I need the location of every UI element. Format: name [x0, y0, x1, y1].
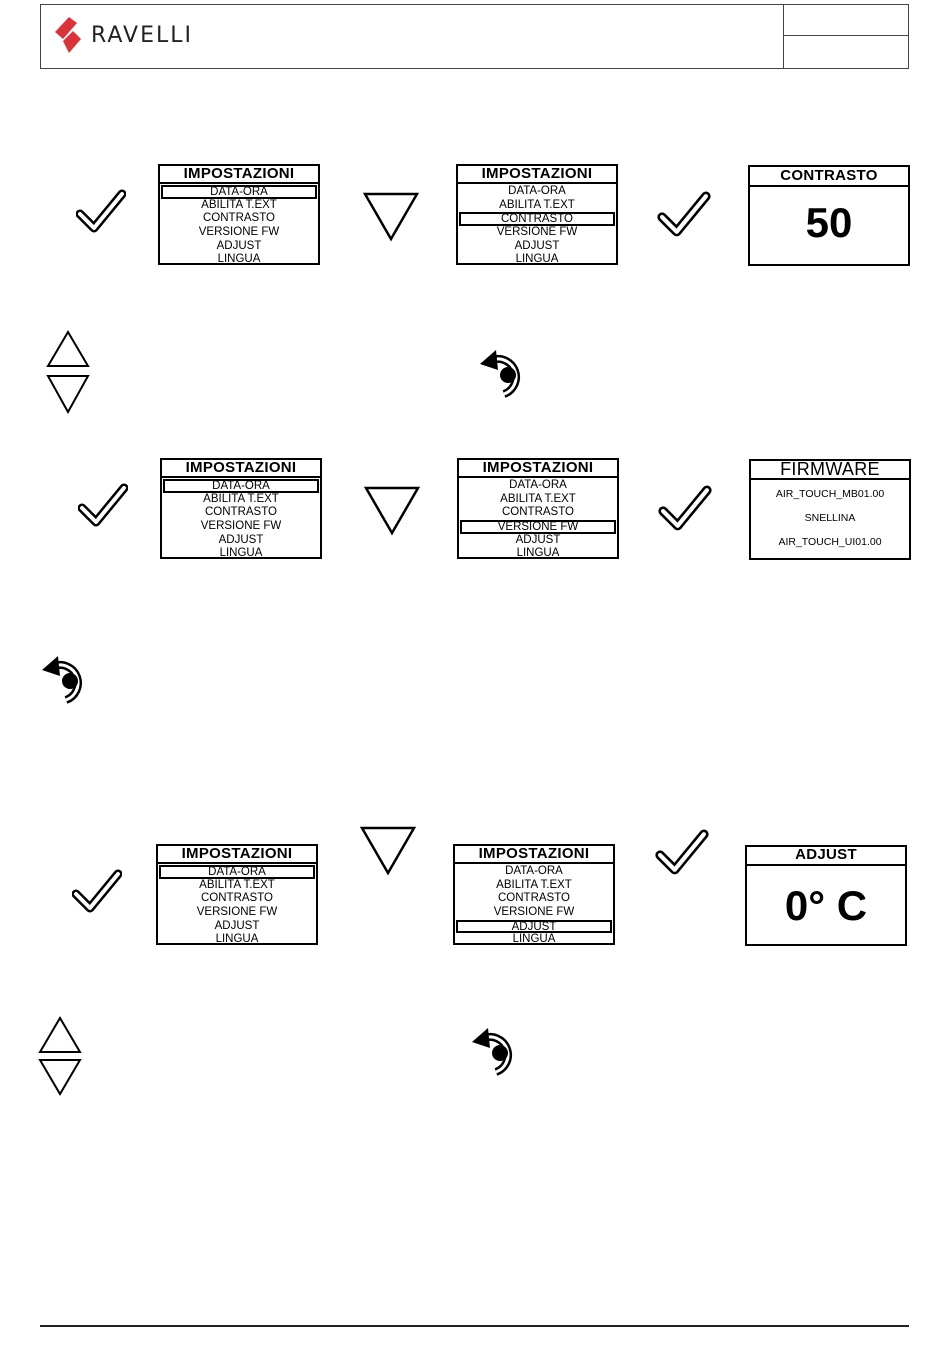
menu-item-versione-fw: VERSIONE FW [196, 906, 278, 919]
adjust-screen [745, 845, 907, 946]
firmware-ui-version: AIR_TOUCH_UI01.00 [778, 536, 882, 548]
menu-item-abilita-text: ABILITA T.EXT [496, 878, 572, 891]
check-icon [72, 868, 122, 914]
menu-item-versione-fw: VERSIONE FW [198, 226, 280, 239]
up-down-arrows-icon [36, 1016, 84, 1096]
back-icon [478, 346, 534, 400]
check-icon [76, 188, 126, 234]
menu-item-versione-fw: VERSIONE FW [460, 520, 616, 534]
firmware-model: SNELLINA [804, 512, 856, 524]
menu-item-adjust: ADJUST [216, 239, 262, 252]
menu-item-contrasto: CONTRASTO [201, 892, 273, 905]
menu-item-lingua: LINGUA [516, 547, 560, 560]
settings-screen-5 [156, 844, 318, 945]
settings-screen-2 [456, 164, 618, 265]
menu-item-abilita-text: ABILITA T.EXT [203, 492, 279, 505]
menu-list [458, 185, 616, 267]
check-icon [78, 482, 128, 528]
menu-item-lingua: LINGUA [515, 253, 559, 266]
menu-item-abilita-text: ABILITA T.EXT [199, 878, 275, 891]
menu-item-lingua: LINGUA [217, 253, 261, 266]
menu-item-contrasto: CONTRASTO [498, 892, 570, 905]
menu-item-adjust: ADJUST [456, 920, 612, 934]
menu-item-adjust: ADJUST [515, 533, 561, 546]
menu-item-versione-fw: VERSIONE FW [200, 520, 282, 533]
menu-item-lingua: LINGUA [512, 933, 556, 946]
menu-item-abilita-text: ABILITA T.EXT [499, 198, 575, 211]
menu-item-data-ora: DATA-ORA [161, 185, 317, 199]
back-icon [470, 1024, 526, 1078]
menu-item-contrasto: CONTRASTO [502, 506, 574, 519]
menu-item-abilita-text: ABILITA T.EXT [201, 198, 277, 211]
check-icon [657, 484, 713, 532]
menu-item-versione-fw: VERSIONE FW [496, 226, 578, 239]
contrast-title: CONTRASTO [750, 167, 908, 187]
down-arrow-icon [364, 486, 420, 536]
footer-divider [40, 1325, 909, 1327]
adjust-title: ADJUST [747, 847, 905, 866]
settings-screen-4 [457, 458, 619, 559]
adjust-value: 0° C [784, 882, 868, 929]
menu-list [455, 865, 613, 947]
menu-item-lingua: LINGUA [219, 547, 263, 560]
screen-title: IMPOSTAZIONI [158, 846, 316, 864]
screen-title: IMPOSTAZIONI [459, 460, 617, 478]
down-arrow-icon [363, 192, 419, 242]
firmware-screen [749, 459, 911, 560]
menu-item-versione-fw: VERSIONE FW [493, 906, 575, 919]
brand-name: RAVELLI [91, 23, 193, 48]
screen-title: IMPOSTAZIONI [162, 460, 320, 478]
menu-item-data-ora: DATA-ORA [163, 479, 319, 493]
down-arrow-icon [360, 826, 416, 876]
menu-item-abilita-text: ABILITA T.EXT [500, 492, 576, 505]
firmware-title: FIRMWARE [751, 461, 909, 480]
contrast-screen [748, 165, 910, 266]
menu-item-data-ora: DATA-ORA [509, 479, 567, 491]
screen-title: IMPOSTAZIONI [458, 166, 616, 184]
ravelli-logo-icon [55, 17, 81, 57]
firmware-mb-version: AIR_TOUCH_MB01.00 [775, 488, 885, 500]
settings-screen-1 [158, 164, 320, 265]
menu-item-data-ora: DATA-ORA [159, 865, 315, 879]
up-down-arrows-icon [44, 330, 92, 414]
menu-item-adjust: ADJUST [218, 533, 264, 546]
contrast-value: 50 [805, 199, 853, 246]
page-header [40, 4, 909, 69]
header-side-box [783, 5, 909, 68]
menu-item-contrasto: CONTRASTO [459, 212, 615, 226]
check-icon [654, 828, 710, 876]
screen-title: IMPOSTAZIONI [160, 166, 318, 184]
menu-item-data-ora: DATA-ORA [508, 185, 566, 197]
menu-list [459, 479, 617, 561]
settings-screen-6 [453, 844, 615, 945]
menu-item-adjust: ADJUST [214, 919, 260, 932]
menu-item-contrasto: CONTRASTO [203, 212, 275, 225]
menu-item-adjust: ADJUST [514, 239, 560, 252]
settings-screen-3 [160, 458, 322, 559]
screen-title: IMPOSTAZIONI [455, 846, 613, 864]
menu-list [162, 479, 320, 561]
menu-item-contrasto: CONTRASTO [205, 506, 277, 519]
check-icon [656, 190, 712, 238]
back-icon [40, 652, 96, 706]
menu-item-lingua: LINGUA [215, 933, 259, 946]
menu-list [160, 185, 318, 267]
menu-item-data-ora: DATA-ORA [505, 865, 563, 877]
menu-list [158, 865, 316, 947]
